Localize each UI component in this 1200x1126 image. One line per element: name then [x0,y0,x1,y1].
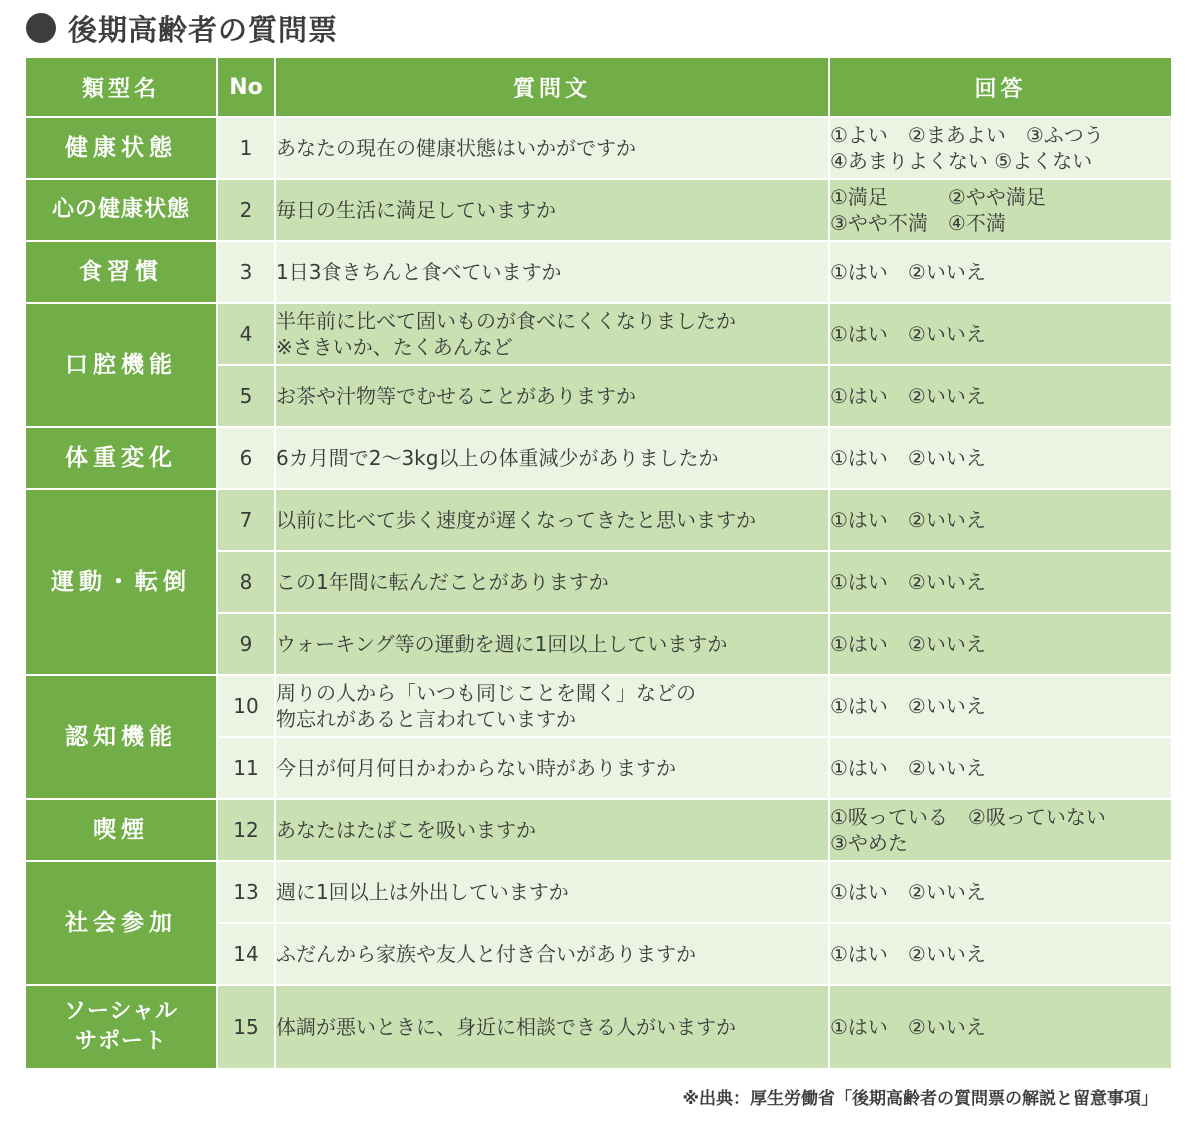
question-line: 週に1回以上は外出していますか [276,880,569,904]
answer-line: ①はい ②いいえ [830,508,986,532]
question-line: 1日3食きちんと食べていますか [276,260,562,284]
category-cell: 認知機能 [25,675,217,799]
answer-line: ①はい ②いいえ [830,756,986,780]
question-text [275,117,829,179]
category-line: ソーシャル [63,999,179,1024]
answer-line: ③やめた [830,831,908,855]
question-line: あなたの現在の健康状態はいかがですか [276,136,636,160]
answer-options [829,737,1172,799]
question-text [275,861,829,923]
answer-line: ①はい ②いいえ [830,570,986,594]
answer-options [829,551,1172,613]
category-cell [25,985,217,1069]
questionnaire-table [24,56,1173,1070]
row-number: 7 [217,489,275,551]
answer-options [829,675,1172,737]
table-row [25,303,1172,365]
table-row [25,861,1172,923]
question-line: 周りの人から「いつも同じことを聞く」などの [276,681,696,705]
category-cell: 運動・転倒 [25,489,217,675]
table-row [25,985,1172,1069]
answer-line: ①はい ②いいえ [830,694,986,718]
question-text [275,737,829,799]
table-row [25,489,1172,551]
row-number: 8 [217,551,275,613]
answer-options [829,985,1172,1069]
table-row [25,799,1172,861]
row-number: 4 [217,303,275,365]
question-text [275,365,829,427]
answer-line: ①はい ②いいえ [830,942,986,966]
answer-options [829,241,1172,303]
question-text [275,613,829,675]
answer-line: ④あまりよくない ⑤よくない [830,149,1093,173]
category-line: サポート [74,1029,167,1054]
header-question: 質問文 [275,57,829,117]
question-line: あなたはたばこを吸いますか [276,818,536,842]
question-line: 以前に比べて歩く速度が遅くなってきたと思いますか [276,508,756,532]
answer-line: ③やや不満 ④不満 [830,211,1006,235]
category-cell: 社会参加 [25,861,217,985]
answer-options [829,489,1172,551]
question-line: 毎日の生活に満足していますか [276,198,556,222]
question-text [275,551,829,613]
table-header-row [25,57,1172,117]
row-number: 14 [217,923,275,985]
question-text [275,427,829,489]
answer-options [829,613,1172,675]
answer-options [829,427,1172,489]
question-line: ふだんから家族や友人と付き合いがありますか [276,942,696,966]
answer-line: ①はい ②いいえ [830,1015,986,1039]
category-cell: 体重変化 [25,427,217,489]
answer-line: ①はい ②いいえ [830,446,986,470]
question-text [275,241,829,303]
question-line: お茶や汁物等でむせることがありますか [276,384,636,408]
category-cell: 食習慣 [25,241,217,303]
question-text [275,179,829,241]
question-line: 今日が何月何日かわからない時がありますか [276,756,676,780]
question-text [275,489,829,551]
question-text [275,985,829,1069]
answer-line: ①はい ②いいえ [830,880,986,904]
header-category: 類型名 [25,57,217,117]
question-line: 6カ月間で2〜3kg以上の体重減少がありましたか [276,446,719,470]
category-cell: 口腔機能 [25,303,217,427]
row-number: 1 [217,117,275,179]
category-cell: 喫煙 [25,799,217,861]
question-text [275,799,829,861]
row-number: 10 [217,675,275,737]
category-cell: 心の健康状態 [25,179,217,241]
question-line: この1年間に転んだことがありますか [276,570,609,594]
category-cell: 健康状態 [25,117,217,179]
answer-line: ①満足 ②やや満足 [830,185,1046,209]
question-text [275,303,829,365]
answer-line: ①はい ②いいえ [830,384,986,408]
table-row [25,179,1172,241]
row-number: 9 [217,613,275,675]
answer-options [829,303,1172,365]
question-line: 物忘れがあると言われていますか [276,707,576,731]
bullet-icon [26,13,56,43]
question-line: 半年前に比べて固いものが食べにくくなりましたか [276,309,736,333]
answer-line: ①はい ②いいえ [830,632,986,656]
answer-line: ①はい ②いいえ [830,322,986,346]
answer-line: ①吸っている ②吸っていない [830,805,1106,829]
table-row [25,241,1172,303]
answer-options [829,799,1172,861]
answer-options [829,365,1172,427]
table-row [25,117,1172,179]
page-title-text: 後期高齢者の質問票 [68,12,339,47]
answer-options [829,923,1172,985]
row-number: 2 [217,179,275,241]
answer-options [829,861,1172,923]
header-no: No [217,57,275,117]
row-number: 6 [217,427,275,489]
table-row [25,675,1172,737]
answer-options [829,117,1172,179]
row-number: 3 [217,241,275,303]
table-row [25,427,1172,489]
page-title [26,8,338,48]
answer-line: ①よい ②まあよい ③ふつう [830,123,1104,147]
question-text [275,675,829,737]
row-number: 15 [217,985,275,1069]
question-line: 体調が悪いときに、身近に相談できる人がいますか [276,1015,736,1039]
question-line: ※さきいか、たくあんなど [276,335,513,359]
row-number: 11 [217,737,275,799]
answer-options [829,179,1172,241]
source-note: ※出典：厚生労働省「後期高齢者の質問票の解説と留意事項」 [682,1089,1158,1109]
question-text [275,923,829,985]
answer-line: ①はい ②いいえ [830,260,986,284]
question-line: ウォーキング等の運動を週に1回以上していますか [276,632,728,656]
row-number: 12 [217,799,275,861]
row-number: 13 [217,861,275,923]
row-number: 5 [217,365,275,427]
header-answer: 回答 [829,57,1172,117]
